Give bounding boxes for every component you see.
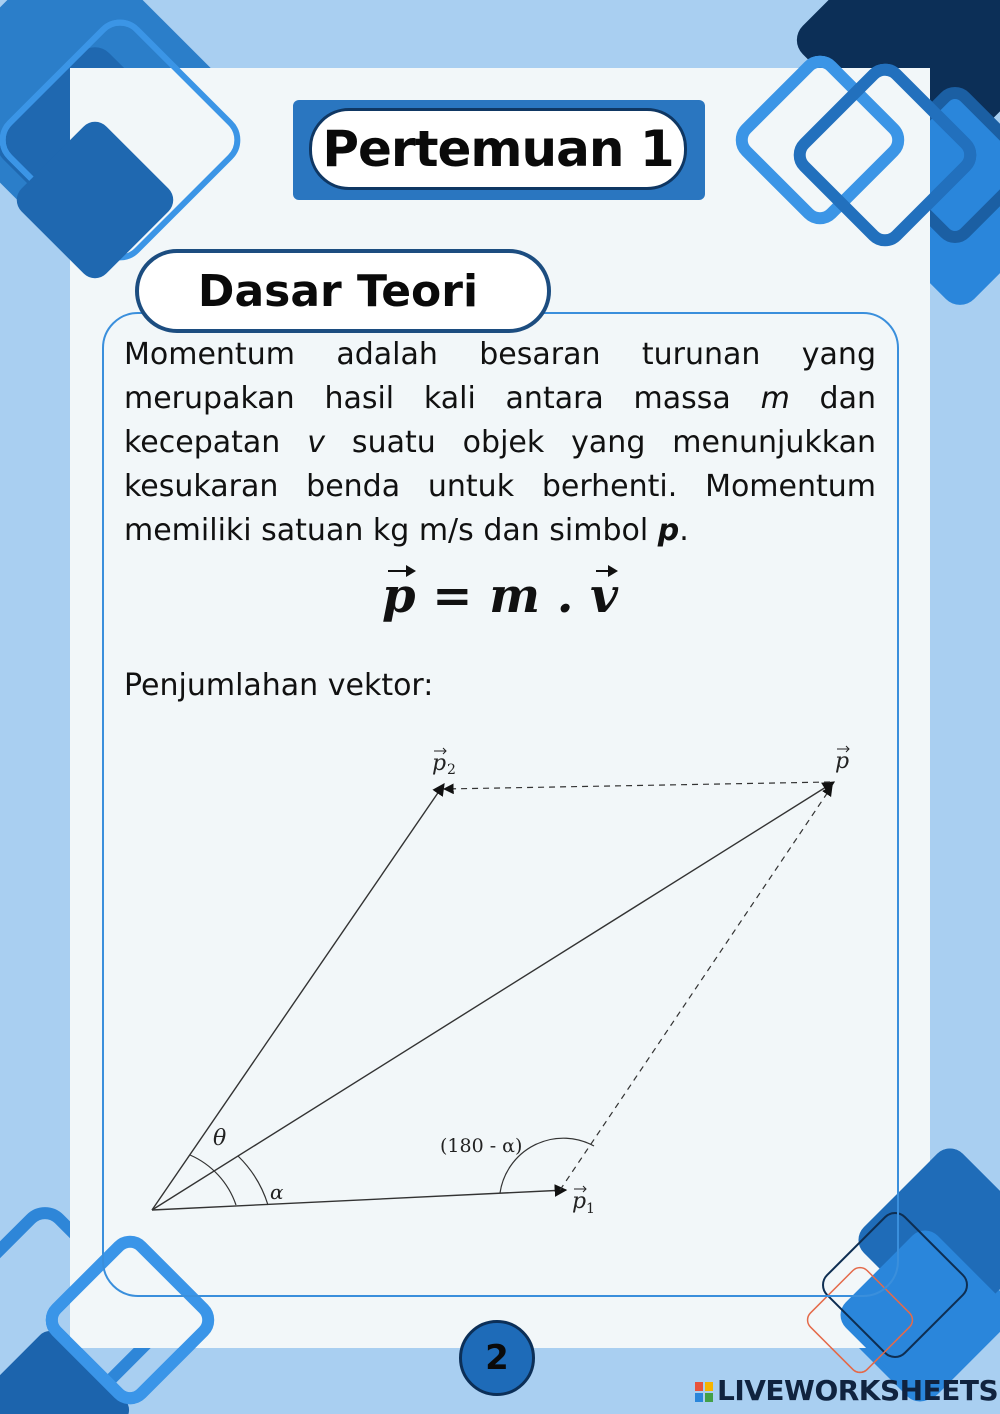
paragraph-text: Momentum adalah besaran turunan yang merupakan hasil kali antara massa [124,337,876,416]
label-theta: θ [213,1126,227,1151]
mass-symbol: m [760,381,790,416]
label-p1-sub: 1 [586,1201,595,1217]
dashed-p1-to-p [560,786,832,1190]
page-number-badge [459,1320,535,1396]
brand-watermark [695,1374,998,1407]
vector-p2-line [152,784,444,1210]
theta-arc [190,1155,236,1205]
formula-v-vector: v [590,568,619,624]
brand-logo-icon [695,1382,713,1402]
formula-mass: m [489,568,540,624]
section-title: Dasar Teori [197,265,479,317]
dashed-p2-translate [444,782,830,789]
label-p2-sub: 2 [447,762,456,778]
page-title: Pertemuan 1 [322,120,674,178]
label-p: p [835,749,850,774]
vector-p1-line [152,1190,566,1210]
brand-name: LIVEWORKSHEETS [717,1374,999,1407]
label-p1: p [572,1189,587,1214]
formula-p-vector: p [381,568,416,624]
alpha-arc [238,1156,268,1205]
paragraph-text: suatu objek yang menunjukkan kesukaran benda untuk berhenti. Momentum memiliki satuan kg m/s dan simbol [124,425,876,548]
velocity-symbol: v [307,425,325,460]
vector-addition-heading: Penjumlahan vektor: [124,668,434,703]
paragraph-text: dan kecepatan [124,381,876,460]
momentum-symbol: p [657,513,680,548]
label-p2: p [432,751,447,776]
label-supplement: (180 - α) [440,1135,523,1157]
formula-equals: = [415,568,490,624]
paragraph-text: . [679,513,689,548]
label-alpha: α [270,1180,284,1204]
formula-dot: . [539,568,591,624]
page-number: 2 [485,1338,509,1378]
